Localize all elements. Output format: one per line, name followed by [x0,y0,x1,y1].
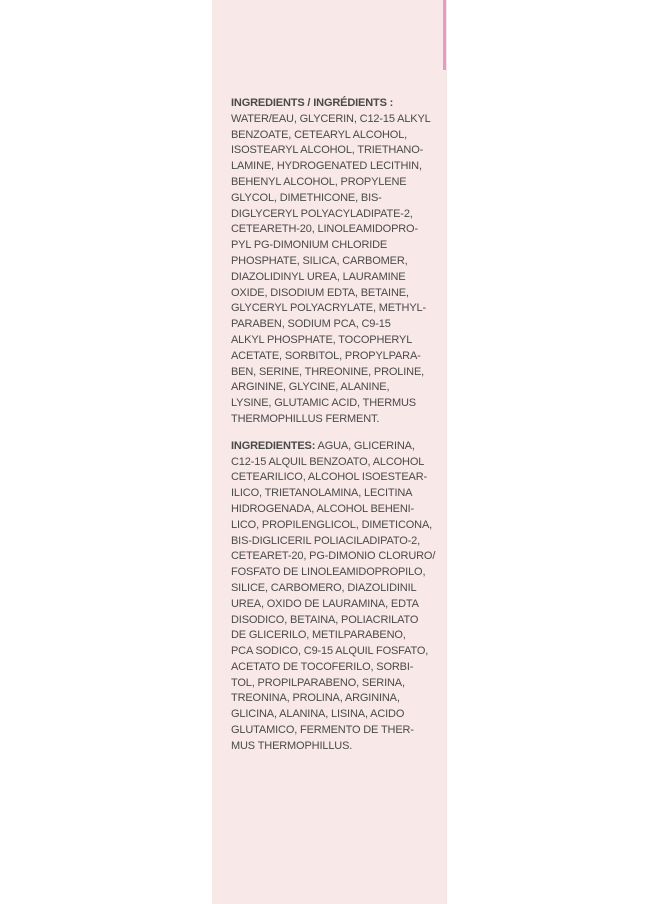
english-line: DIAZOLIDINYL UREA, LAURAMINE [231,270,406,283]
spanish-line: MUS THERMOPHILLUS. [231,739,353,752]
english-line: BEHENYL ALCOHOL, PROPYLENE [231,175,407,188]
box-edge [446,0,447,904]
spanish-first-line [231,439,431,455]
spanish-line: TREONINA, PROLINA, ARGININA, [231,692,400,705]
english-line: CETEARETH-20, LINOLEAMIDOPRO- [231,223,418,236]
pink-accent-strip [443,0,446,70]
english-line: PYL PG-DIMONIUM CHLORIDE [231,239,388,252]
spanish-line: C12-15 ALQUIL BENZOATO, ALCOHOL [231,455,425,468]
spanish-line: CETEARILICO, ALCOHOL ISOESTEAR- [231,471,428,484]
spanish-line: HIDROGENADA, ALCOHOL BEHENI- [231,502,415,515]
english-heading: INGREDIENTS / INGRÉDIENTS : [231,97,394,109]
spanish-line: TOL, PROPILPARABENO, SERINA, [231,676,405,689]
english-line: ISOSTEARYL ALCOHOL, TRIETHANO- [231,144,424,157]
spanish-line: CETEARET-20, PG-DIMONIO CLORURO/ [231,550,436,563]
spanish-line: ACETATO DE TOCOFERILO, SORBI- [231,660,414,673]
spanish-line: BIS-DIGLICERIL POLIACILADIPATO-2, [231,534,421,547]
spanish-line: PCA SODICO, C9-15 ALQUIL FOSFATO, [231,645,429,658]
english-line: THERMOPHILLUS FERMENT. [231,412,380,425]
english-line: ACETATE, SORBITOL, PROPYLPARA- [231,349,421,362]
ingredients-text [231,96,436,755]
spanish-line: GLICINA, ALANINA, LISINA, ACIDO [231,708,405,721]
spanish-first-line-rest: AGUA, GLICERINA, [315,439,415,452]
spanish-line: DE GLICERILO, METILPARABENO, [231,629,406,642]
spanish-line: ILICO, TRIETANOLAMINA, LECITINA [231,487,413,500]
english-line: GLYCOL, DIMETHICONE, BIS- [231,191,382,204]
spanish-line: DISODICO, BETAINA, POLIACRILATO [231,613,419,626]
spanish-line: LICO, PROPILENGLICOL, DIMETICONA, [231,518,433,531]
spanish-line: UREA, OXIDO DE LAURAMINA, EDTA [231,597,419,610]
ingredients-english [231,96,431,428]
english-line: DIGLYCERYL POLYACYLADIPATE-2, [231,207,413,220]
english-line: ALKYL PHOSPHATE, TOCOPHERYL [231,333,413,346]
spanish-line: SILICE, CARBOMERO, DIAZOLIDINIL [231,581,417,594]
english-line: OXIDE, DISODIUM EDTA, BETAINE, [231,286,409,299]
english-line: BEN, SERINE, THREONINE, PROLINE, [231,365,425,378]
english-line: PARABEN, SODIUM PCA, C9-15 [231,318,391,331]
english-line: PHOSPHATE, SILICA, CARBOMER, [231,254,408,267]
english-line: ARGININE, GLYCINE, ALANINE, [231,381,390,394]
spanish-line: FOSFATO DE LINOLEAMIDOPROPILO, [231,566,426,579]
spanish-line: GLUTAMICO, FERMENTO DE THER- [231,724,414,737]
english-line: WATER/EAU, GLYCERIN, C12-15 ALKYL [231,112,431,125]
spanish-heading: INGREDIENTES: [231,439,316,452]
english-line: LYSINE, GLUTAMIC ACID, THERMUS [231,397,416,410]
ingredients-spanish [231,439,436,755]
english-line: BENZOATE, CETEARYL ALCOHOL, [231,128,408,141]
english-line: LAMINE, HYDROGENATED LECITHIN, [231,160,422,173]
english-line: GLYCERYL POLYACRYLATE, METHYL- [231,302,426,315]
